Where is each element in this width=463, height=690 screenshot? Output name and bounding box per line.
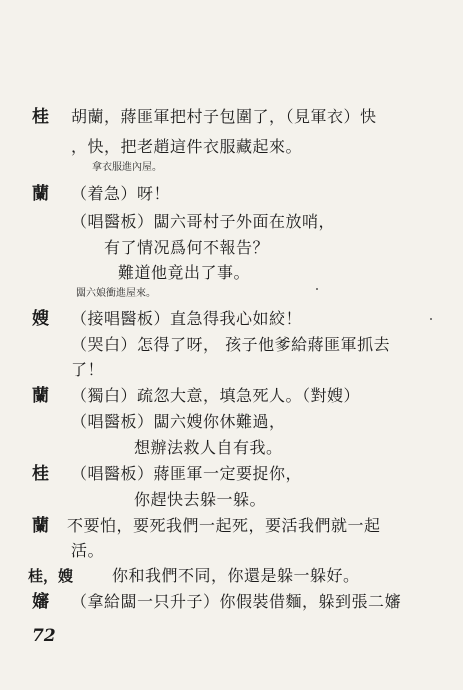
- dialogue-line: （哭白）怎得了呀， 孩子他爹給蔣匪軍抓去: [71, 335, 391, 354]
- speaker-sao: 嫂: [32, 309, 49, 329]
- speaker-gui-sao: 桂，嫂: [28, 567, 74, 585]
- speaker-gui: 桂: [32, 464, 49, 484]
- speaker-gui: 桂: [32, 107, 49, 127]
- dialogue-line: （唱醫板）闆六嫂你休難過，: [71, 412, 286, 431]
- dialogue-line: （唱醫板）闆六哥村子外面在放哨，: [71, 212, 336, 231]
- dialogue-line: 了！: [71, 360, 105, 379]
- page-number: 72: [32, 626, 56, 646]
- dialogue-line: （獨白）疏忽大意，填急死人。（對嫂）: [71, 386, 361, 405]
- dialogue-line: （唱醫板）蔣匪軍一定要捉你，: [71, 464, 303, 483]
- dialogue-line: 難道他竟出了事。: [118, 263, 251, 282]
- dialogue-line: 你趕快去躲一躲。: [134, 490, 267, 509]
- dialogue-line: （接唱醫板）直急得我心如絞！: [71, 309, 303, 328]
- stage-direction: 闆六娘衝進屋來。: [76, 288, 156, 299]
- dialogue-line: 想辦法救人自有我。: [134, 438, 283, 457]
- speaker-lan: 蘭: [32, 184, 49, 204]
- dialogue-line: （着急）呀！: [71, 184, 171, 203]
- speaker-shen: 嬸: [32, 592, 49, 612]
- dialogue-line: 活。: [71, 541, 105, 560]
- print-speck: [430, 318, 432, 320]
- dialogue-line: （拿給闆一只升子）你假裝借麵，躲到張二嬸: [71, 592, 402, 611]
- dialogue-line: 不要怕，要死我們一起死，要活我們就一起: [67, 516, 381, 535]
- speaker-lan: 蘭: [32, 516, 49, 536]
- dialogue-line: 你和我們不同，你還是躲一躲好。: [112, 566, 360, 585]
- stage-direction: 拿衣服進內屋。: [92, 162, 162, 173]
- print-speck: [316, 288, 318, 290]
- dialogue-line: 有了情况爲何不報告？: [104, 238, 270, 257]
- dialogue-line: ，快，把老趙這件衣服藏起來。: [71, 137, 303, 156]
- dialogue-line: 胡蘭，蔣匪軍把村子包圍了，（見軍衣）快: [71, 107, 377, 126]
- speaker-lan: 蘭: [32, 386, 49, 406]
